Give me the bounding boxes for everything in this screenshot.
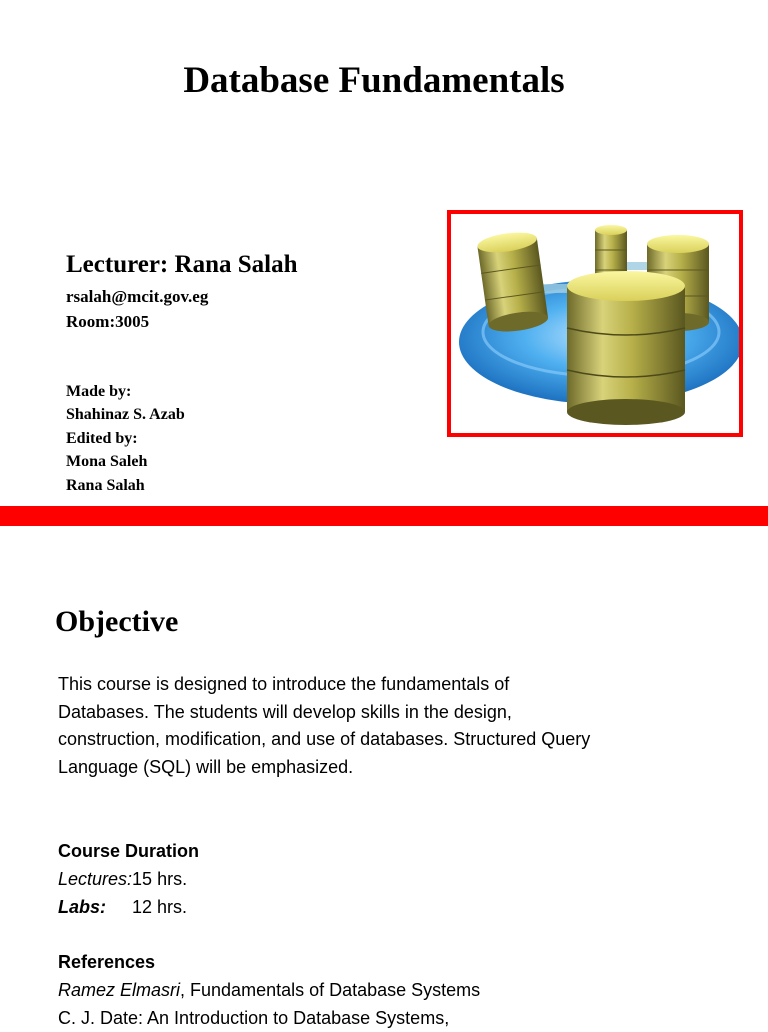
course-duration [58,837,199,921]
lecturer-room: Room:3005 [66,312,150,331]
edited-by-label: Edited by: [66,429,138,447]
edited-by-name: Mona Saleh [66,453,148,471]
labs-row [58,893,199,921]
objective-paragraph [58,671,658,781]
page-title: Database Fundamentals [183,60,565,101]
slide-1 [0,0,768,506]
objective-line: Language (SQL) will be emphasized. [58,756,354,777]
reference-item [58,976,480,1004]
reference-item: C. J. Date: An Introduction to Database Systems, [58,1008,450,1028]
objective-heading: Objective [55,605,179,638]
database-cylinders-icon [451,214,739,433]
database-image-frame [447,210,743,437]
objective-line: Databases. The students will develop skills in the design, [58,701,512,722]
objective-line: This course is designed to introduce the fundamentals of [58,674,510,694]
lecturer-email: rsalah@mcit.gov.eg [66,287,209,306]
edited-by-name: Rana Salah [66,476,145,494]
references [58,948,480,1032]
made-by-label: Made by: [66,383,132,400]
reference-author: Ramez Elmasri [58,980,181,1000]
lectures-value: 15 hrs. [132,869,188,889]
labs-label: Labs: [58,897,107,917]
lecturer-name: Lecturer: Rana Salah [66,251,298,278]
references-heading: References [58,952,156,972]
credits-block [66,380,185,497]
labs-value: 12 hrs. [132,897,188,917]
made-by-name: Shahinaz S. Azab [66,406,185,424]
lectures-row [58,865,199,893]
course-duration-heading: Course Duration [58,841,200,861]
reference-title: , Fundamentals of Database Systems [180,980,481,1000]
slide-divider [0,506,768,526]
objective-line: construction, modification, and use of databases. Structured Query [58,729,591,749]
lectures-label: Lectures: [58,869,133,889]
slide-2 [0,526,768,1028]
